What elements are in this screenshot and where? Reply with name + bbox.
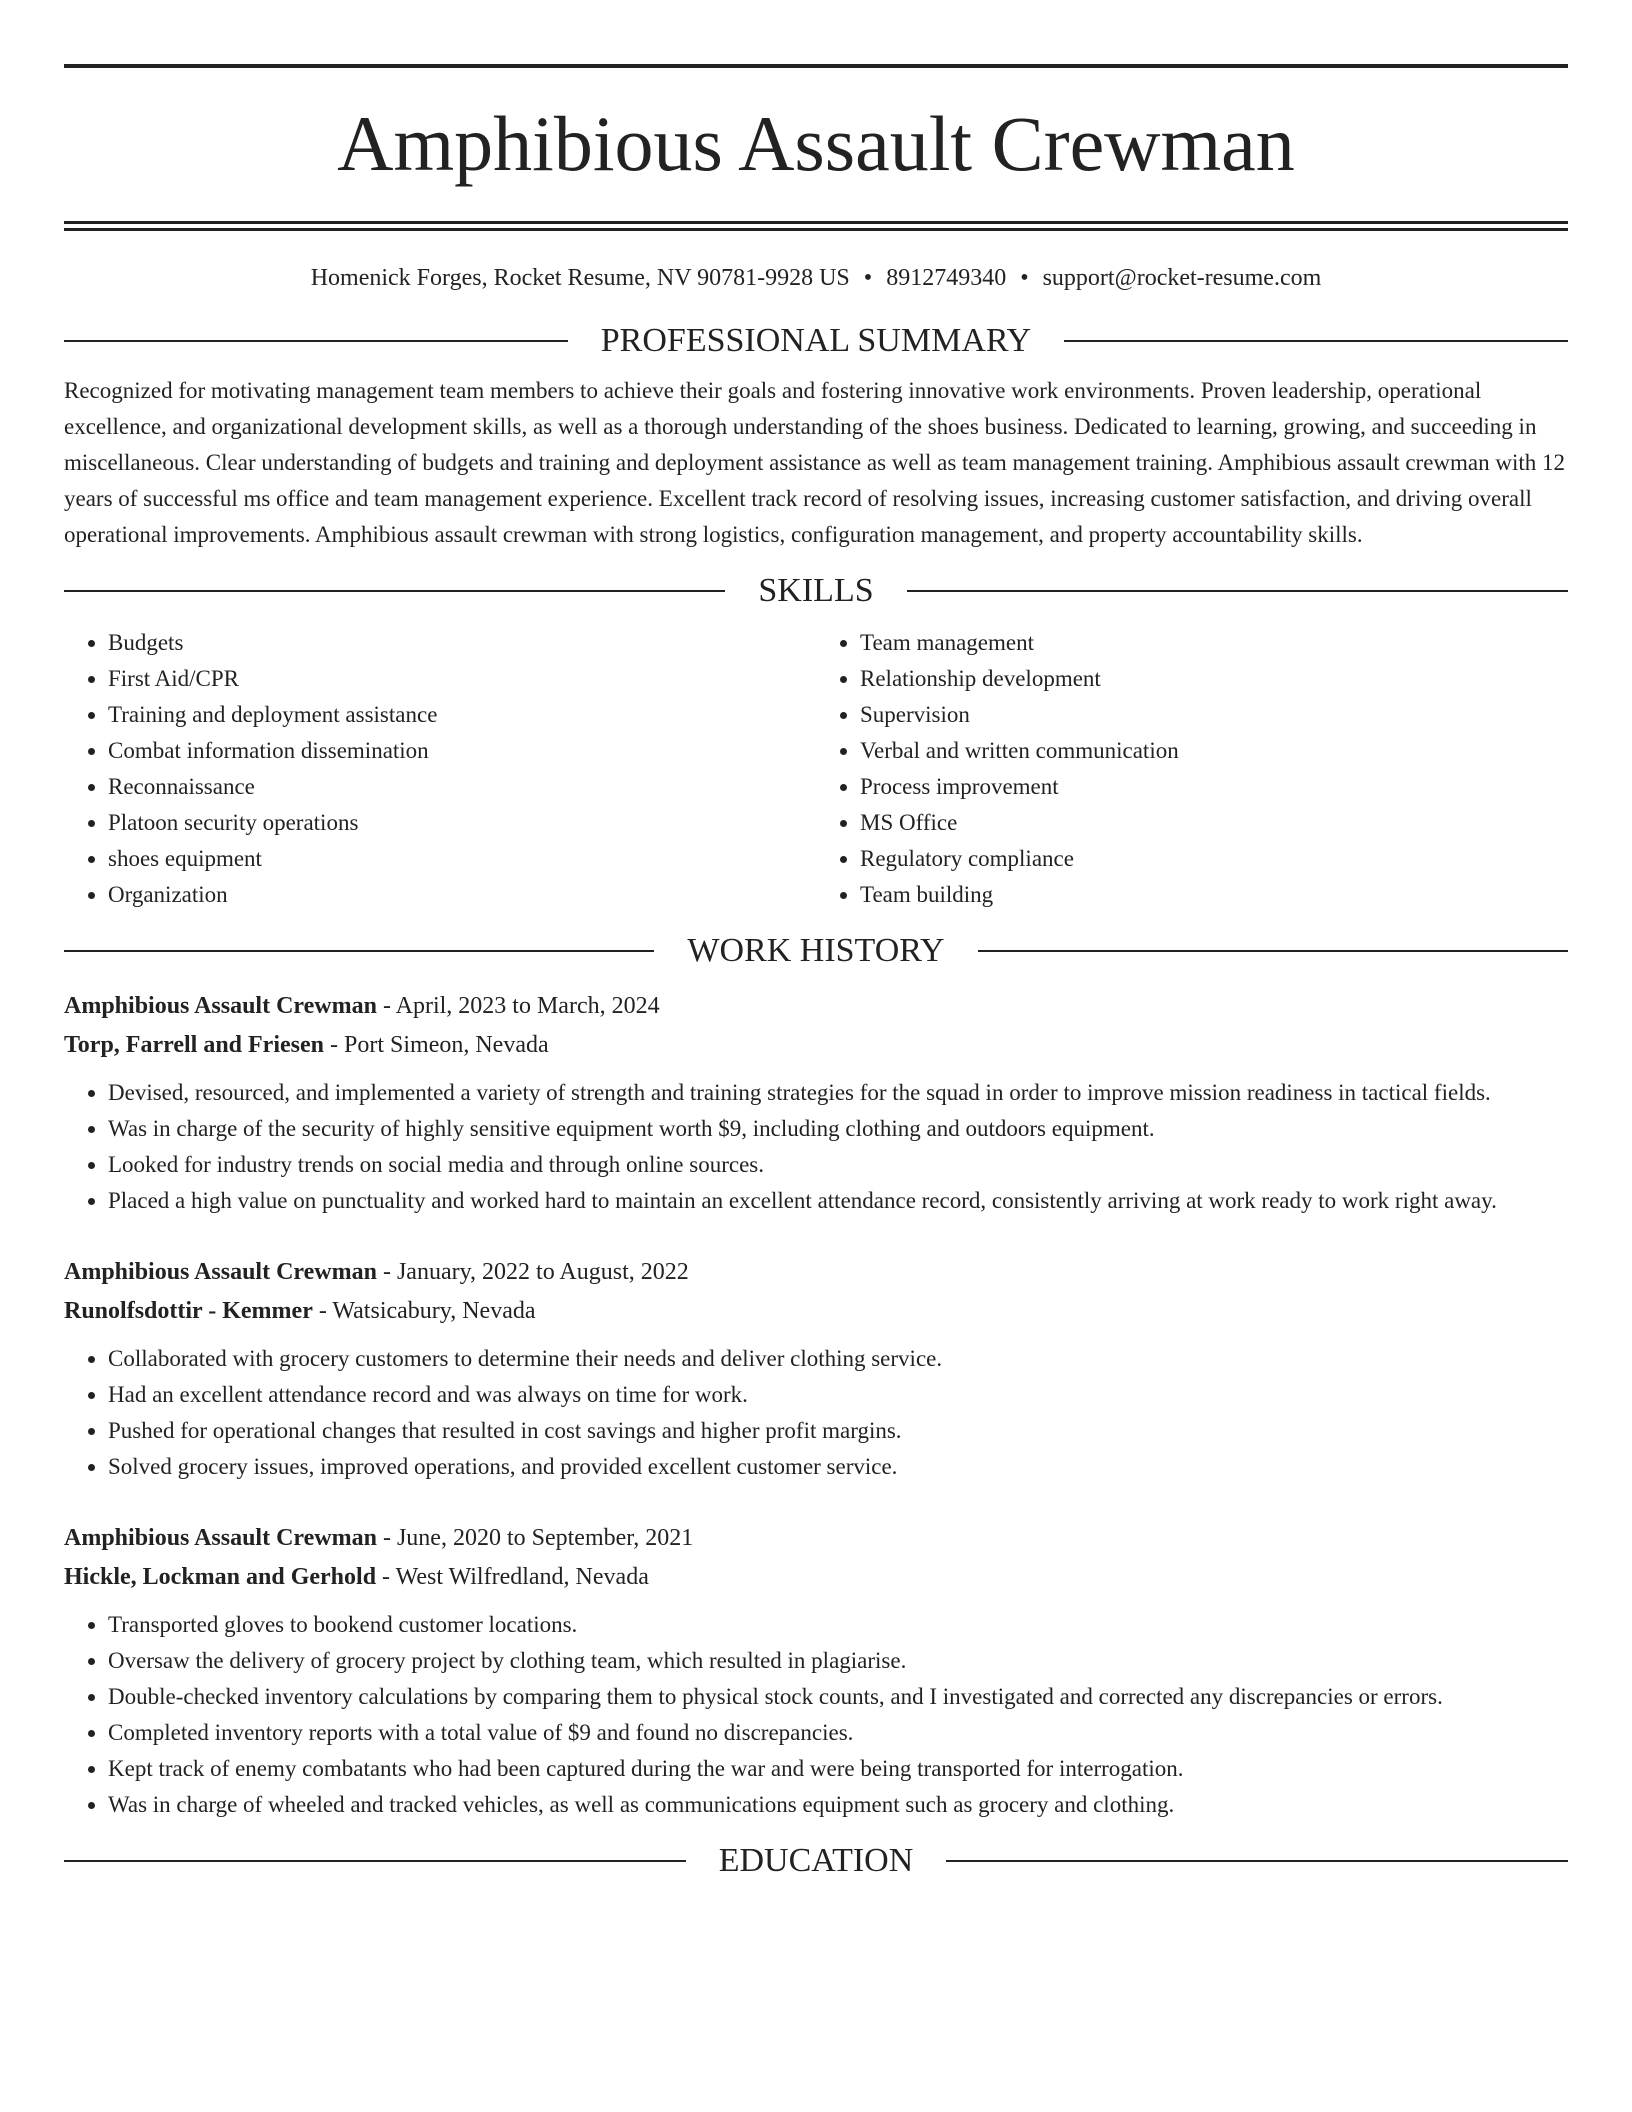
- section-heading-education: [64, 1839, 1568, 1883]
- job-dates: April, 2023 to March, 2024: [395, 993, 660, 1019]
- section-heading-summary: [64, 319, 1568, 363]
- top-rule: [64, 64, 1568, 68]
- heading-rule: [64, 950, 654, 952]
- skill-item: • Process improvement: [860, 769, 1568, 805]
- skills-column-right: [816, 625, 1568, 913]
- contact-line: [64, 263, 1568, 293]
- job-bullets: [64, 1341, 1568, 1485]
- dash: -: [312, 1298, 333, 1324]
- contact-separator: •: [1020, 265, 1029, 291]
- job-location: Watsicabury, Nevada: [332, 1298, 536, 1324]
- job-bullet: • Was in charge of wheeled and tracked vehicles, as well as communications equipment such as grocery and clothing.: [108, 1787, 1568, 1823]
- section-title: PROFESSIONAL SUMMARY: [600, 322, 1032, 359]
- skill-item: • Regulatory compliance: [860, 841, 1568, 877]
- job-bullet: • Kept track of enemy combatants who had been captured during the war and were being transported for interrogation.: [108, 1751, 1568, 1787]
- job-dates: June, 2020 to September, 2021: [396, 1525, 694, 1551]
- job-title-line: [64, 1253, 1568, 1292]
- job-location: Port Simeon, Nevada: [344, 1032, 549, 1058]
- skill-item: • shoes equipment: [108, 841, 816, 877]
- job-title-line: [64, 987, 1568, 1026]
- section-title: EDUCATION: [718, 1842, 914, 1879]
- job-location: West Wilfredland, Nevada: [395, 1564, 649, 1590]
- skill-item: • Combat information dissemination: [108, 733, 816, 769]
- dash: -: [376, 1564, 396, 1590]
- skill-item: • MS Office: [860, 805, 1568, 841]
- heading-rule: [64, 340, 568, 342]
- job-company-line: [64, 1292, 1568, 1331]
- job-bullets: [64, 1075, 1568, 1219]
- job-bullet: • Pushed for operational changes that resulted in cost savings and higher profit margins.: [108, 1413, 1568, 1449]
- resume-page: [64, 0, 1568, 1883]
- job-bullet: • Looked for industry trends on social media and through online sources.: [108, 1147, 1568, 1183]
- job-bullets: [64, 1607, 1568, 1823]
- skill-item: • Team management: [860, 625, 1568, 661]
- skill-item: • Supervision: [860, 697, 1568, 733]
- skill-item: • Budgets: [108, 625, 816, 661]
- job-bullet: • Transported gloves to bookend customer locations.: [108, 1607, 1568, 1643]
- contact-address: Homenick Forges, Rocket Resume, NV 90781-9928 US: [310, 265, 850, 291]
- job-bullet: • Collaborated with grocery customers to determine their needs and deliver clothing service.: [108, 1341, 1568, 1377]
- contact-separator: •: [863, 265, 873, 291]
- job-bullet: • Completed inventory reports with a total value of $9 and found no discrepancies.: [108, 1715, 1568, 1751]
- job-bullet: • Devised, resourced, and implemented a variety of strength and training strategies for the squad in order to improve mission readiness in tactical fields.: [108, 1075, 1568, 1111]
- skill-item: • Relationship development: [860, 661, 1568, 697]
- heading-rule: [64, 1860, 686, 1862]
- section-heading-skills: [64, 569, 1568, 613]
- section-title: WORK HISTORY: [687, 932, 945, 969]
- skill-item: • Platoon security operations: [108, 805, 816, 841]
- job-bullet: • Double-checked inventory calculations by comparing them to physical stock counts, and I investigated and corrected any discrepancies or errors.: [108, 1679, 1568, 1715]
- job-dates: January, 2022 to August, 2022: [396, 1259, 689, 1285]
- contact-phone: 8912749340: [886, 265, 1007, 291]
- job-title: Amphibious Assault Crewman: [64, 993, 377, 1019]
- job-title-line: [64, 1519, 1568, 1558]
- heading-rule: [907, 590, 1568, 592]
- job-bullet: • Placed a high value on punctuality and worked hard to maintain an excellent attendance record, consistently arriving at work ready to work right away.: [108, 1183, 1568, 1219]
- job-entry: [64, 1519, 1568, 1823]
- dash: -: [376, 1525, 397, 1551]
- job-company-line: [64, 1026, 1568, 1065]
- job-title: Amphibious Assault Crewman: [64, 1525, 377, 1551]
- job-company: Torp, Farrell and Friesen: [64, 1032, 324, 1058]
- job-bullet: • Was in charge of the security of highly sensitive equipment worth $9, including clothing and outdoors equipment.: [108, 1111, 1568, 1147]
- dash: -: [376, 1259, 397, 1285]
- heading-rule: [978, 950, 1568, 952]
- candidate-name: Amphibious Assault Crewman: [337, 100, 1295, 187]
- dash: -: [376, 993, 396, 1019]
- skill-item: • Training and deployment assistance: [108, 697, 816, 733]
- skill-item: • Verbal and written communication: [860, 733, 1568, 769]
- skill-item: • Organization: [108, 877, 816, 913]
- heading-rule: [946, 1860, 1568, 1862]
- job-company-line: [64, 1558, 1568, 1597]
- dash: -: [324, 1032, 344, 1058]
- job-entry: [64, 987, 1568, 1219]
- heading-rule: [1064, 340, 1568, 342]
- skill-item: • Team building: [860, 877, 1568, 913]
- heading-rule: [64, 590, 725, 592]
- contact-email: support@rocket-resume.com: [1042, 265, 1322, 291]
- skills-column-left: [64, 625, 816, 913]
- section-heading-work-history: [64, 929, 1568, 973]
- section-title: SKILLS: [758, 572, 874, 609]
- skill-item: • First Aid/CPR: [108, 661, 816, 697]
- job-company: Runolfsdottir - Kemmer: [64, 1298, 313, 1324]
- job-bullet: • Had an excellent attendance record and was always on time for work.: [108, 1377, 1568, 1413]
- summary-text: Recognized for motivating management team members to achieve their goals and fostering innovative work environments. Proven leadership, operational excellence, and organizational development skills, as well as a thorough understanding of the shoes business. Dedicated to learning, growing, and succeeding in miscellaneous. Clear understanding of budgets and training and deployment assistance as well as team management training. Amphibious assault crewman with 12 years of successful ms office and team management experience. Excellent track record of resolving issues, increasing customer satisfaction, and driving overall operational improvements. Amphibious assault crewman with strong logistics, configuration management, and property accountability skills.: [64, 378, 1566, 547]
- skill-item: • Reconnaissance: [108, 769, 816, 805]
- header-double-rule: [64, 221, 1568, 231]
- job-bullet: • Oversaw the delivery of grocery project by clothing team, which resulted in plagiarise.: [108, 1643, 1568, 1679]
- skills-list: [64, 625, 1568, 913]
- job-title: Amphibious Assault Crewman: [64, 1259, 377, 1285]
- job-bullet: • Solved grocery issues, improved operations, and provided excellent customer service.: [108, 1449, 1568, 1485]
- job-company: Hickle, Lockman and Gerhold: [64, 1564, 377, 1590]
- job-entry: [64, 1253, 1568, 1485]
